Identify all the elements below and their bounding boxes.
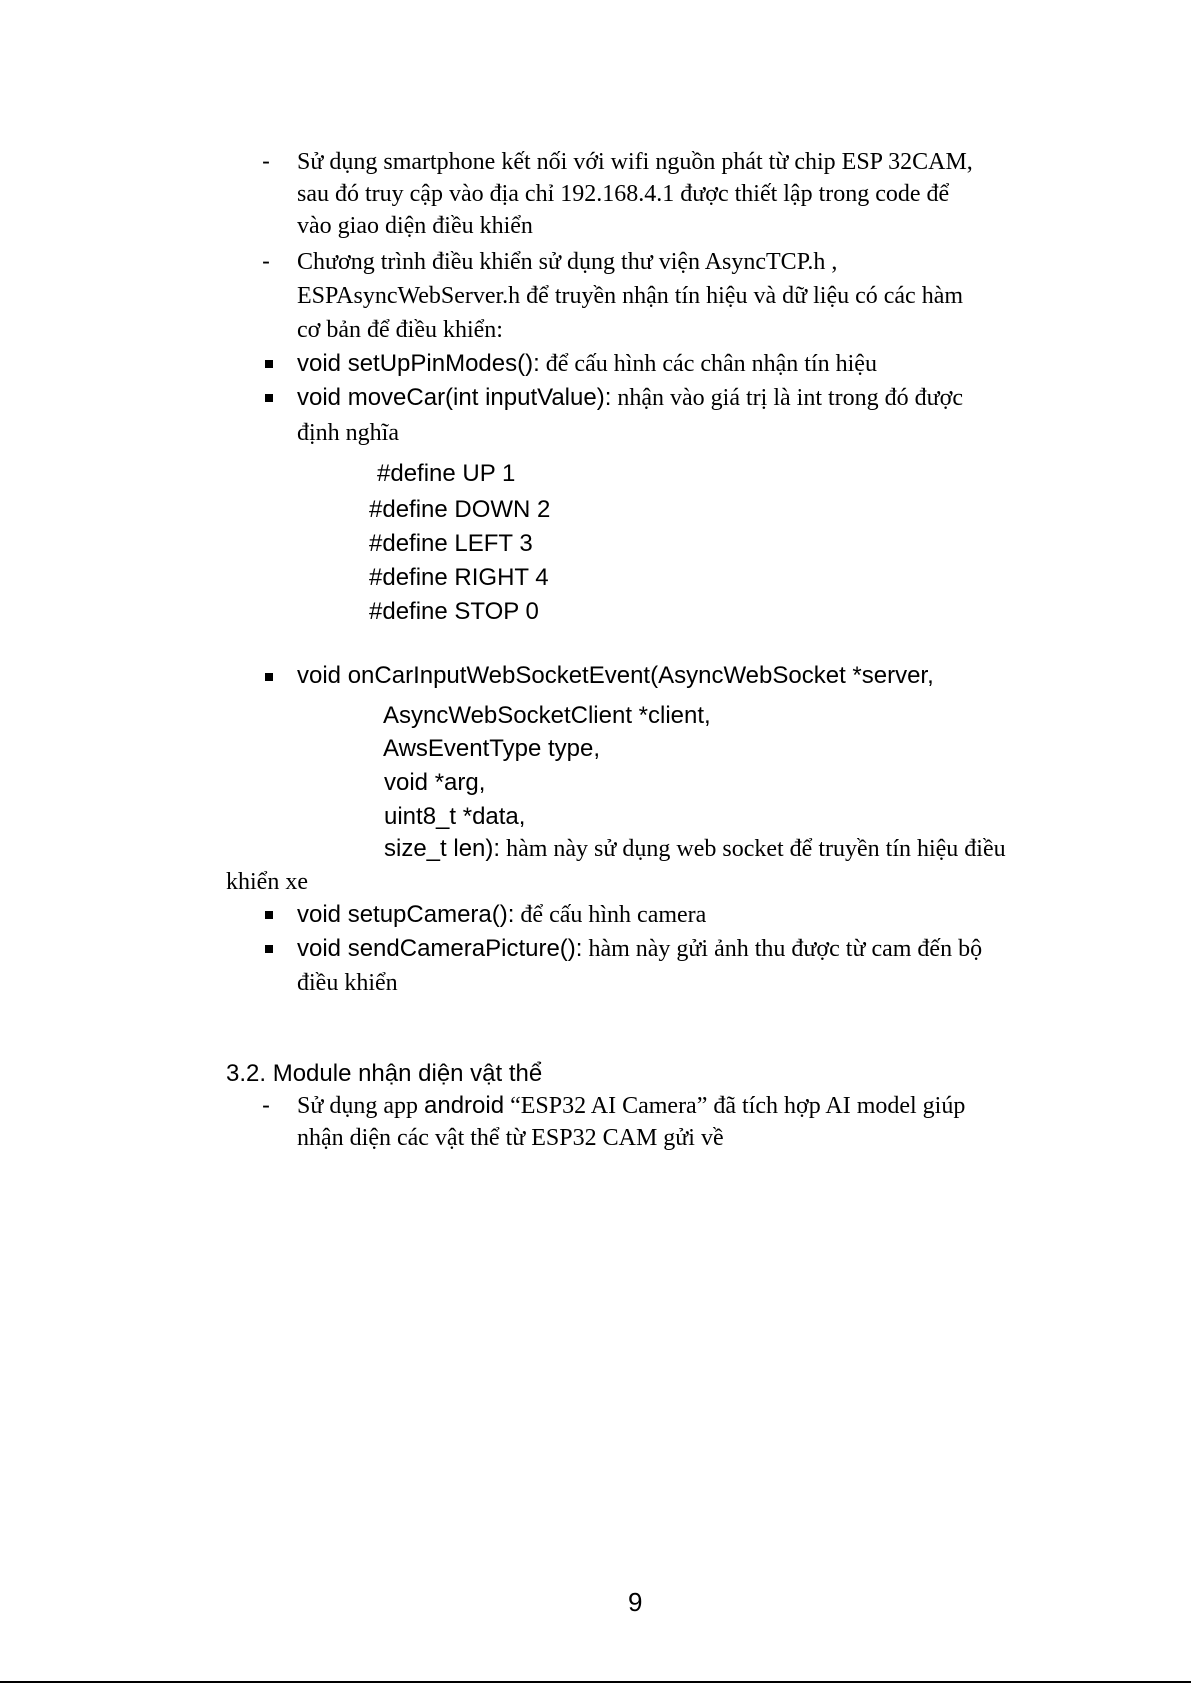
- bullet2-line1: Chương trình điều khiển sử dụng thư viện AsyncTCP.h ,: [297, 249, 838, 275]
- func3-desc: hàm này sử dụng web socket để truyền tín hiệu điều: [500, 836, 1006, 862]
- bullet3-line2: nhận diện các vật thể từ ESP32 CAM gửi về: [297, 1125, 724, 1151]
- func5-line: [297, 933, 982, 965]
- func3-param: AsyncWebSocketClient *client,: [383, 702, 711, 729]
- bullet1-line2: sau đó truy cập vào địa chỉ 192.168.4.1 được thiết lập trong code để: [297, 181, 950, 207]
- bullet1-line1: Sử dụng smartphone kết nối với wifi nguồn phát từ chip ESP 32CAM,: [297, 149, 973, 175]
- func3-param: AwsEventType type,: [383, 735, 601, 762]
- bullet2-line3: cơ bản để điều khiển:: [297, 317, 503, 343]
- bullet3-pre: Sử dụng app: [297, 1093, 425, 1119]
- define-stop: #define STOP 0: [369, 598, 539, 625]
- func3-last-line: [384, 833, 1006, 865]
- dash-bullet: -: [262, 1092, 270, 1119]
- func2-code: void moveCar(int inputValue):: [297, 384, 612, 411]
- func4-line: [297, 899, 706, 931]
- func2-desc-line2: định nghĩa: [297, 420, 399, 446]
- square-bullet: [265, 360, 273, 368]
- func4-desc: để cấu hình camera: [514, 902, 707, 928]
- func3-param: uint8_t *data,: [384, 803, 526, 830]
- func5-desc: hàm này gửi ảnh thu được từ cam đến bộ: [582, 936, 983, 962]
- func1-desc: để cấu hình các chân nhận tín hiệu: [539, 351, 877, 377]
- func2-desc: nhận vào giá trị là int trong đó được: [611, 385, 963, 411]
- func3-last-code: size_t len):: [384, 835, 501, 862]
- square-bullet: [265, 911, 273, 919]
- square-bullet: [265, 945, 273, 953]
- dash-bullet: -: [262, 148, 270, 175]
- bullet3-post: “ESP32 AI Camera” đã tích hợp AI model giúp: [504, 1093, 966, 1119]
- footer-rule: [0, 1681, 1191, 1683]
- square-bullet: [265, 394, 273, 402]
- func3-desc-line2: khiển xe: [226, 869, 308, 895]
- bullet2-line2: ESPAsyncWebServer.h để truyền nhận tín hiệu và dữ liệu có các hàm: [297, 283, 964, 309]
- dash-bullet: -: [262, 248, 270, 275]
- section-heading: 3.2. Module nhận diện vật thể: [226, 1060, 543, 1087]
- page-number: 9: [628, 1587, 643, 1617]
- func5-desc-line2: điều khiển: [297, 970, 398, 996]
- func1-code: void setUpPinModes():: [297, 350, 540, 377]
- bullet3-line1: [297, 1090, 965, 1122]
- define-right: #define RIGHT 4: [369, 564, 549, 591]
- func3-signature: void onCarInputWebSocketEvent(AsyncWebSocket *server,: [297, 662, 934, 689]
- define-left: #define LEFT 3: [369, 530, 533, 557]
- func4-code: void setupCamera():: [297, 901, 515, 928]
- bullet3-app: android: [424, 1092, 505, 1119]
- func3-param: void *arg,: [384, 769, 486, 796]
- func5-code: void sendCameraPicture():: [297, 935, 583, 962]
- define-down: #define DOWN 2: [369, 496, 551, 523]
- func2-line: [297, 382, 963, 414]
- func1-line: [297, 348, 877, 380]
- bullet1-line3: vào giao diện điều khiển: [297, 213, 533, 239]
- square-bullet: [265, 673, 273, 681]
- define-up: #define UP 1: [377, 460, 516, 487]
